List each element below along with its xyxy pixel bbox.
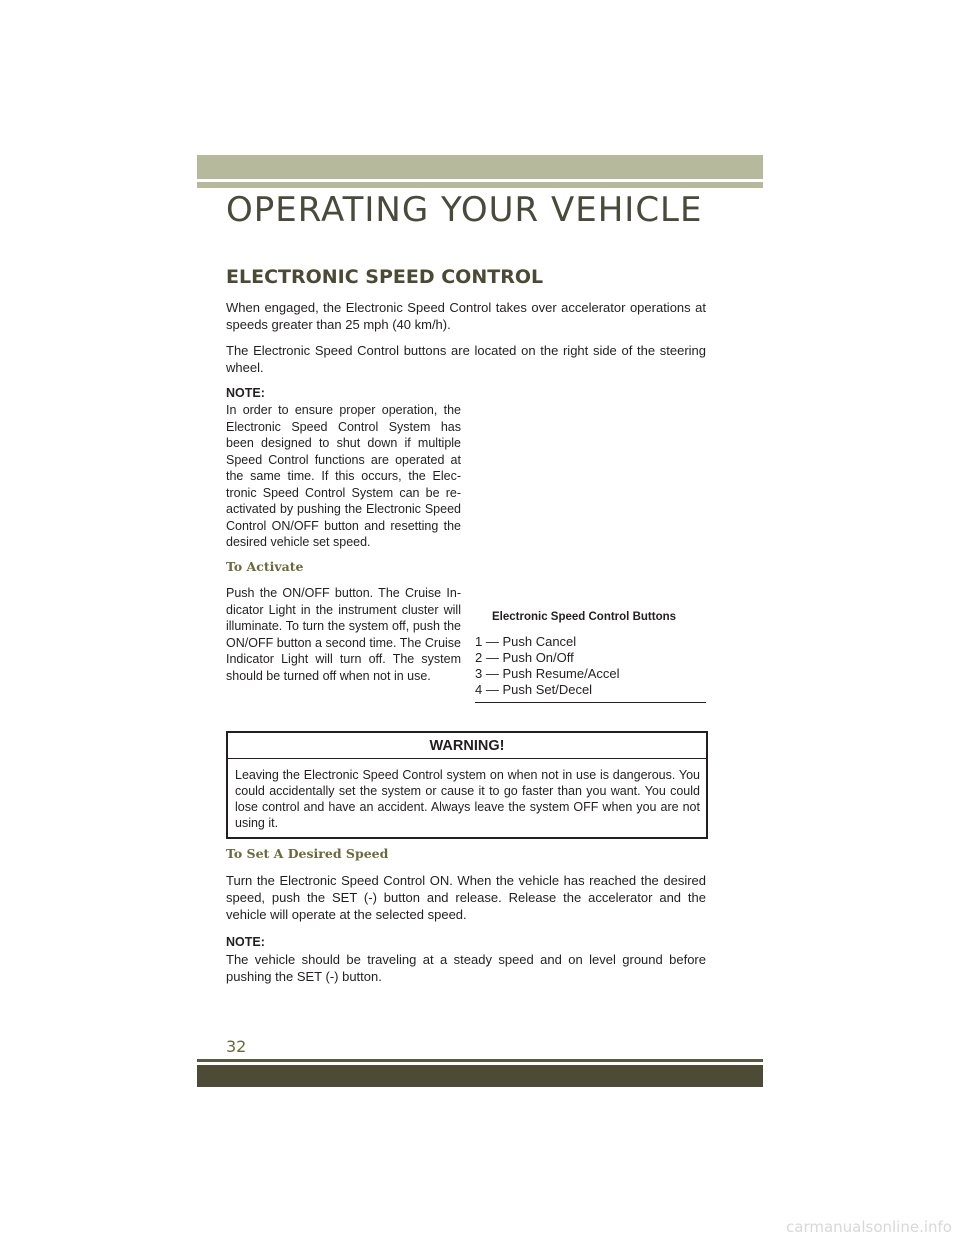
figure-legend [475, 634, 706, 703]
warning-box [226, 731, 708, 839]
section-title: ELECTRONIC SPEED CONTROL [226, 266, 544, 288]
footer-rule [197, 1059, 763, 1062]
header-band [197, 155, 763, 179]
figure-caption: Electronic Speed Control Buttons [492, 611, 677, 623]
legend-item-resume-accel: 3 — Push Resume/Accel [475, 666, 620, 681]
set-speed-text: Turn the Electronic Speed Control ON. When the vehicle has reached the desired speed, push the SET (-) button and release. Release the accelerator and the vehicle will operate at the selected speed. [226, 873, 706, 922]
to-activate-text: Push the ON/OFF button. The Cruise Indicator Light in the instrument cluster will illuminate. To turn the system off, push the ON/OFF button a second time. The Cruise Indicator Light will turn off. The system should be turned off when not in use. [226, 586, 461, 683]
set-speed-heading: To Set A Desired Speed [226, 846, 389, 861]
page-number: 32 [226, 1037, 247, 1056]
note-text-2: The vehicle should be traveling at a steady speed and on level ground before pushing the SET (-) button. [226, 952, 706, 984]
note-text-1: In order to ensure proper operation, the Electronic Speed Control System has been designed to shut down if multiple Speed Control functions are operated at the same time. If this occurs, the Electronic Speed Control System can be reactivated by pushing the Electronic Speed Control ON/OFF button and resetting the desired vehicle set speed. [226, 403, 461, 549]
note-label-1: NOTE: [226, 386, 265, 400]
note-label-2: NOTE: [226, 935, 265, 949]
intro-paragraph-2: The Electronic Speed Control buttons are located on the right side of the steering wheel. [226, 343, 706, 375]
warning-text: Leaving the Electronic Speed Control system on when not in use is dangerous. You could accidentally set the system or cause it to go faster than you want. You could lose control and have an accident. Always leave the system OFF when you are not using it. [235, 768, 700, 830]
intro-paragraph-1: When engaged, the Electronic Speed Control takes over accelerator operations at speeds greater than 25 mph (40 km/h). [226, 300, 706, 332]
to-activate-heading: To Activate [226, 559, 304, 574]
chapter-title: OPERATING YOUR VEHICLE [226, 190, 703, 230]
footer-band [197, 1065, 763, 1087]
watermark: carmanualsonline.info [786, 1218, 952, 1236]
legend-item-set-decel: 4 — Push Set/Decel [475, 682, 593, 697]
warning-title: WARNING! [228, 733, 706, 759]
header-rule [197, 182, 763, 188]
legend-item-on-off: 2 — Push On/Off [475, 650, 574, 665]
legend-item-cancel: 1 — Push Cancel [475, 634, 577, 649]
